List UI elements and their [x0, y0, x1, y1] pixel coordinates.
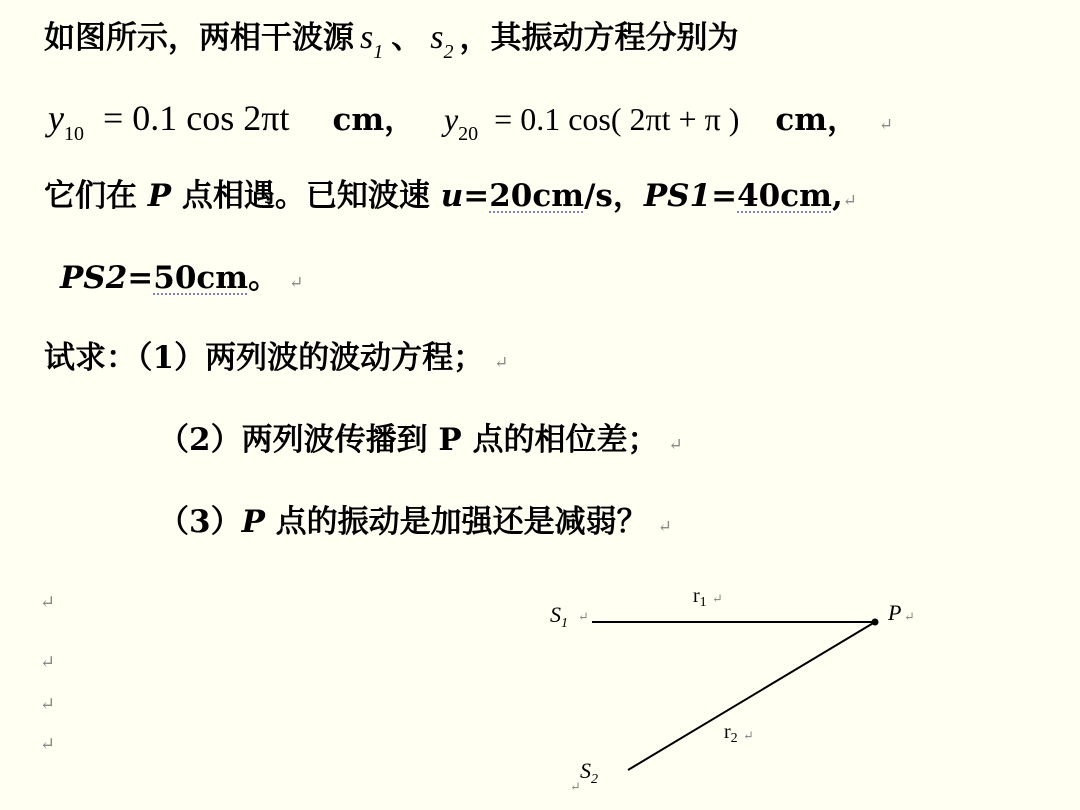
- equations-line: [48, 98, 893, 145]
- p-label: P: [888, 600, 902, 625]
- unit-cm-2: cm，: [775, 102, 859, 138]
- paragraph-mark: ↵: [578, 609, 589, 624]
- s1-label: $S_1$: [550, 602, 568, 631]
- question-3: （3）P 点的振动是加强还是减弱？ ↵: [158, 504, 672, 540]
- paragraph-mark: ↵: [289, 273, 304, 293]
- source-s2: $s_2$: [430, 19, 454, 63]
- paragraph-mark: ↵: [40, 734, 56, 755]
- equation-y10: $y_{10} = 0.1$ cos 2πt: [48, 98, 290, 145]
- paragraph-mark: ↵: [40, 652, 56, 673]
- intro-tail: ，其振动方程分别为: [459, 20, 739, 56]
- paragraph-mark: ↵: [743, 728, 754, 743]
- intro-line: [44, 18, 738, 62]
- ps2-symbol: PS2: [60, 260, 128, 296]
- ps2-value: 50cm: [153, 260, 249, 296]
- question-2: （2）两列波传播到 P 点的相位差； ↵: [158, 422, 683, 458]
- paragraph-mark: ↵: [657, 517, 672, 537]
- r1-label: $r_1$: [693, 585, 707, 610]
- intro-separator: 、: [391, 20, 423, 56]
- point-p-dot: [872, 619, 879, 626]
- point-p-label: P: [147, 178, 172, 214]
- s2-label: $S_2$: [580, 758, 598, 787]
- paragraph-mark: ↵: [878, 115, 894, 135]
- paragraph-mark: ↵: [904, 609, 915, 624]
- paragraph-mark: ↵: [712, 591, 723, 606]
- r2-label: $r_2$: [724, 721, 738, 746]
- intro-text: 如图所示，两相干波源: [44, 20, 354, 56]
- given-line-2: PS2=50cm。 ↵: [60, 260, 304, 296]
- paragraph-mark: ↵: [494, 353, 509, 373]
- paragraph-mark: ↵: [842, 191, 857, 211]
- r2-segment: [628, 622, 875, 770]
- paragraph-mark: ↵: [570, 779, 581, 794]
- paragraph-mark: ↵: [40, 694, 56, 715]
- ps1-value: 40cm: [737, 178, 832, 214]
- paragraph-mark: ↵: [40, 592, 56, 613]
- unit-cm-1: cm，: [332, 102, 416, 138]
- wave-speed-symbol: u: [440, 178, 464, 214]
- equation-y20: $y_{20} = 0.1$ cos( 2πt + π ): [443, 101, 740, 145]
- ps1-symbol: PS1: [643, 178, 712, 214]
- questions-label: 试求：: [44, 340, 137, 376]
- source-s1: $s_1$: [360, 19, 384, 63]
- paragraph-mark: ↵: [668, 435, 683, 455]
- wave-source-diagram: [530, 575, 950, 805]
- wave-speed-value: 20cm: [489, 178, 585, 214]
- question-1: 试求：（1）两列波的波动方程； ↵: [44, 340, 509, 376]
- given-line: 它们在 P 点相遇。已知波速 u=20cm/s，PS1=40cm,↵: [44, 178, 857, 214]
